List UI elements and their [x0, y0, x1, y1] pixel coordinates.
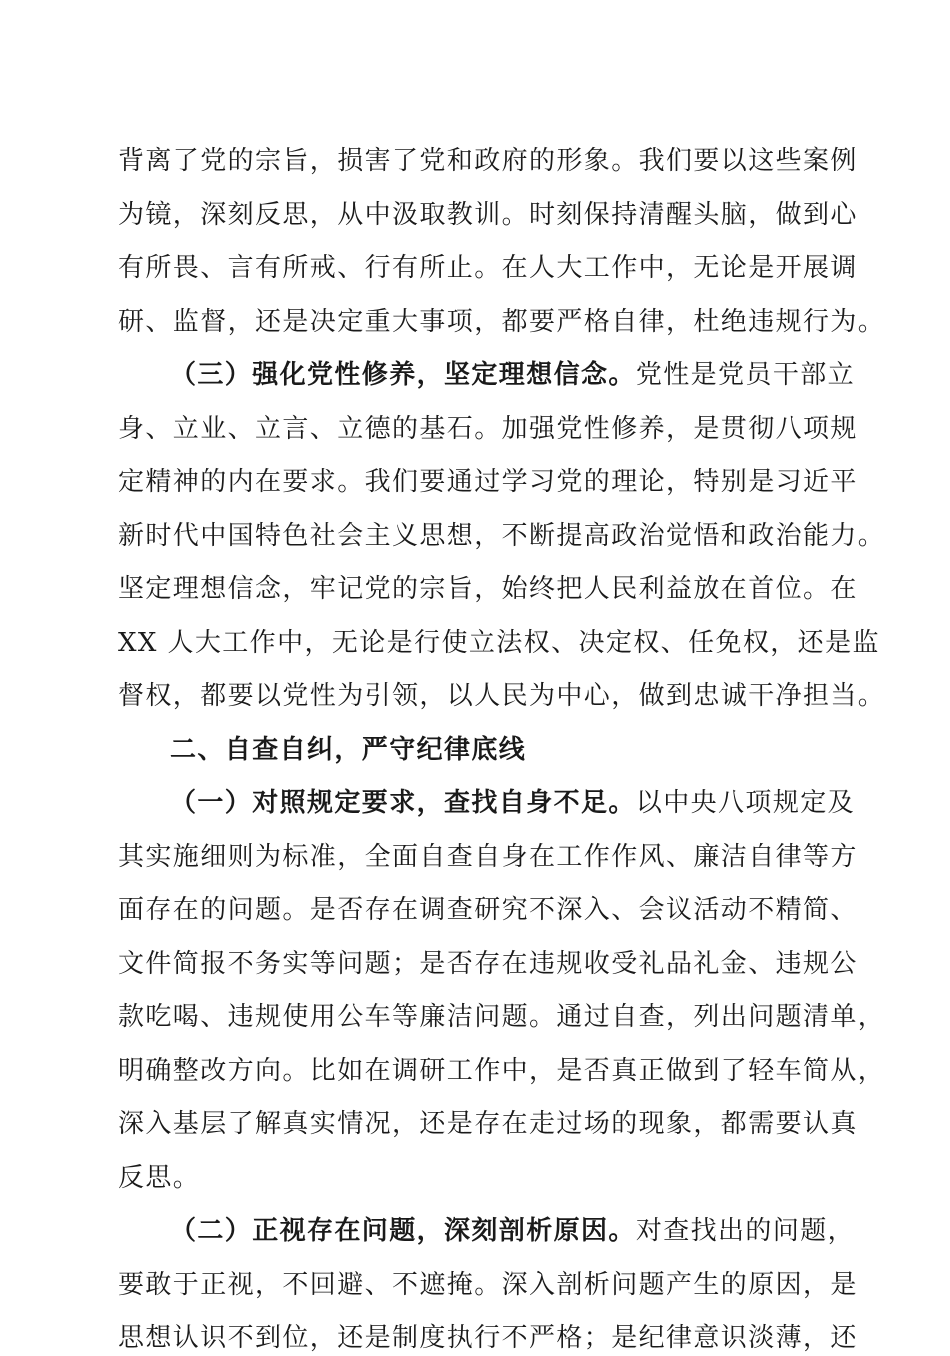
body-line: 新时代中国特色社会主义思想，不断提高政治觉悟和政治能力。 [118, 521, 886, 551]
body-line: 定精神的内在要求。我们要通过学习党的理论，特别是习近平 [118, 467, 858, 497]
subsection-two-heading: （二）正视存在问题，深刻剖析原因。 [170, 1216, 636, 1246]
body-line: 要敢于正视，不回避、不遮掩。深入剖析问题产生的原因，是 [118, 1270, 858, 1300]
body-line: 坚定理想信念，牢记党的宗旨，始终把人民利益放在首位。在 [118, 574, 858, 604]
body-line: 督权，都要以党性为引领，以人民为中心，做到忠诚干净担当。 [118, 681, 886, 711]
body-line: 面存在的问题。是否存在调查研究不深入、会议活动不精简、 [118, 895, 858, 925]
body-line: XX 人大工作中，无论是行使立法权、决定权、任免权，还是监 [118, 628, 880, 658]
body-line: 研、监督，还是决定重大事项，都要严格自律，杜绝违规行为。 [118, 307, 886, 337]
body-line: 其实施细则为标准，全面自查自身在工作作风、廉洁自律等方 [118, 842, 858, 872]
body-line: 思想认识不到位，还是制度执行不严格；是纪律意识淡薄，还 [118, 1323, 858, 1353]
subsection-two-line [170, 1213, 855, 1249]
subsection-three-line [170, 357, 855, 393]
subsection-one-line [170, 785, 855, 821]
body-line: 深入基层了解真实情况，还是存在走过场的现象，都需要认真 [118, 1109, 858, 1139]
body-line: 有所畏、言有所戒、行有所止。在人大工作中，无论是开展调 [118, 253, 858, 283]
body-line: 身、立业、立言、立德的基石。加强党性修养，是贯彻八项规 [118, 414, 858, 444]
body-line: 背离了党的宗旨，损害了党和政府的形象。我们要以这些案例 [118, 146, 858, 176]
body-text: 对查找出的问题， [635, 1216, 856, 1246]
body-line: 款吃喝、违规使用公车等廉洁问题。通过自查，列出问题清单， [118, 1002, 886, 1032]
body-text: 党性是党员干部立 [635, 360, 856, 390]
section-two-heading: 二、自查自纠，严守纪律底线 [170, 735, 527, 765]
subsection-one-heading: （一）对照规定要求，查找自身不足。 [170, 788, 636, 818]
subsection-three-heading: （三）强化党性修养，坚定理想信念。 [170, 360, 636, 390]
body-line: 明确整改方向。比如在调研工作中，是否真正做到了轻车简从， [118, 1056, 886, 1086]
body-line: 为镜，深刻反思，从中汲取教训。时刻保持清醒头脑，做到心 [118, 200, 858, 230]
body-line: 反思。 [118, 1163, 201, 1193]
body-text: 以中央八项规定及 [635, 788, 856, 818]
body-line: 文件简报不务实等问题；是否存在违规收受礼品礼金、违规公 [118, 949, 858, 979]
